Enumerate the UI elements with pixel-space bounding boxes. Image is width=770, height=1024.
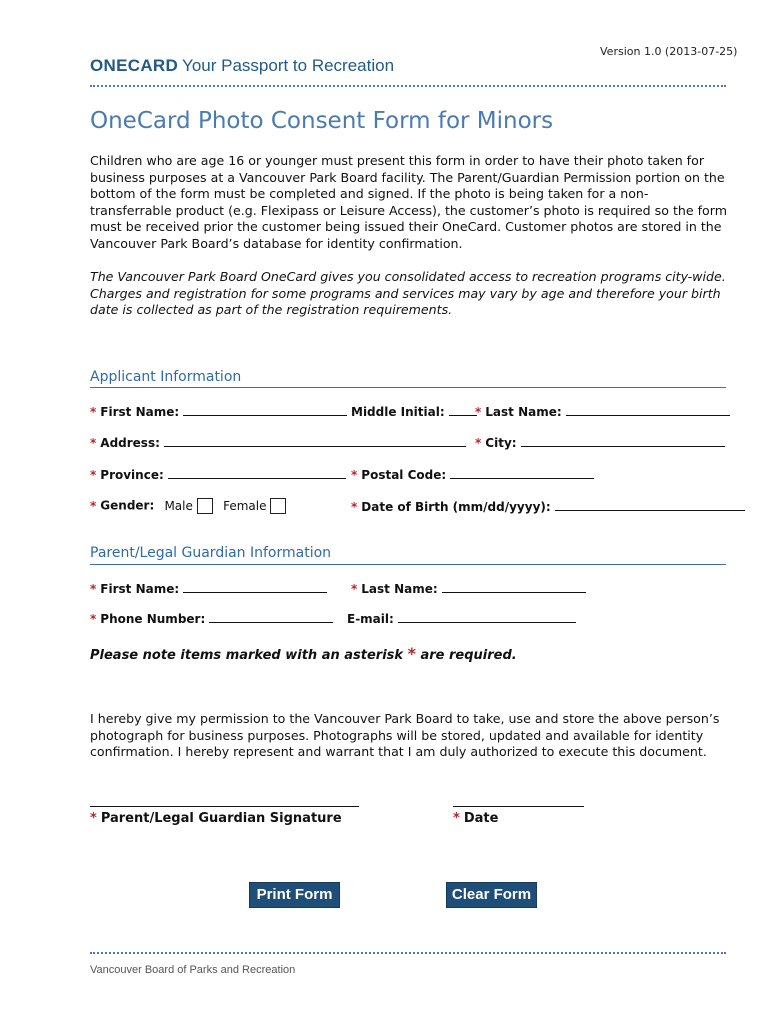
- brand-name: ONECARD: [90, 56, 179, 75]
- applicant-last-name-input[interactable]: [566, 406, 730, 416]
- guardian-email-label: E-mail:: [347, 612, 394, 626]
- date-label: [453, 811, 498, 826]
- signature-label-text: Parent/Legal Guardian Signature: [100, 811, 342, 826]
- required-note: [90, 644, 517, 663]
- applicant-province-input[interactable]: [168, 469, 346, 479]
- applicant-address-field: [90, 436, 466, 450]
- required-asterisk: *: [90, 612, 97, 626]
- guardian-phone-input[interactable]: [209, 613, 333, 623]
- gender-female-checkbox[interactable]: [270, 498, 286, 514]
- applicant-province-field: [90, 468, 346, 482]
- footer-divider: [90, 952, 726, 954]
- required-asterisk: *: [351, 500, 358, 514]
- guardian-phone-label: Phone Number:: [100, 612, 206, 626]
- applicant-heading: Applicant Information: [90, 369, 242, 385]
- guardian-last-name-field: [351, 582, 586, 596]
- applicant-city-input[interactable]: [521, 437, 725, 447]
- gender-female-label: Female: [223, 498, 267, 513]
- guardian-email-field: [347, 612, 576, 626]
- gender-male-checkbox[interactable]: [197, 498, 213, 514]
- applicant-postal-code-input[interactable]: [450, 469, 594, 479]
- applicant-middle-initial-input[interactable]: [449, 406, 477, 416]
- required-asterisk: *: [351, 582, 358, 596]
- signature-input[interactable]: [90, 806, 359, 807]
- applicant-postal-code-label: Postal Code:: [361, 468, 447, 482]
- guardian-heading: Parent/Legal Guardian Information: [90, 545, 332, 561]
- required-asterisk: *: [90, 468, 97, 482]
- required-note-before: Please note items marked with an asterisk: [90, 648, 408, 663]
- required-asterisk: *: [90, 582, 97, 596]
- applicant-province-label: Province:: [100, 468, 164, 482]
- applicant-middle-initial-field: [351, 405, 477, 419]
- applicant-address-input[interactable]: [164, 437, 466, 447]
- permission-paragraph: I hereby give my permission to the Vancouver Park Board to take, use and store the above person’s photograph for business purposes. Photographs will be stored, updated and available for identity confirmation. I hereby represent and warrant that I am duly authorized to execute this document.: [90, 711, 720, 760]
- required-note-after: are required.: [415, 648, 517, 663]
- guardian-first-name-field: [90, 582, 327, 596]
- page-title: OneCard Photo Consent Form for Minors: [90, 108, 554, 134]
- required-asterisk: *: [90, 436, 97, 450]
- date-label-text: Date: [463, 811, 499, 826]
- intro-italic-paragraph: The Vancouver Park Board OneCard gives you consolidated access to recreation programs city-wide. Charges and registration for some programs and services may vary by age and therefore your birth date is collected as part of the registration requirements.: [90, 269, 726, 318]
- clear-form-button[interactable]: Clear Form: [446, 882, 537, 908]
- guardian-phone-field: [90, 612, 333, 626]
- required-asterisk: *: [351, 468, 358, 482]
- applicant-city-label: City:: [485, 436, 517, 450]
- applicant-rule: [90, 387, 726, 388]
- applicant-postal-code-field: [351, 468, 594, 482]
- version-label: Version 1.0 (2013-07-25): [600, 45, 738, 58]
- guardian-first-name-input[interactable]: [183, 583, 327, 593]
- applicant-dob-field: [351, 500, 745, 514]
- applicant-first-name-input[interactable]: [183, 406, 347, 416]
- applicant-city-field: [475, 436, 725, 450]
- applicant-gender-field: [90, 498, 286, 514]
- applicant-middle-initial-label: Middle Initial:: [351, 405, 445, 419]
- guardian-first-name-label: First Name:: [100, 582, 180, 596]
- required-asterisk: *: [453, 811, 460, 826]
- required-asterisk: *: [90, 811, 97, 826]
- gender-male-label: Male: [164, 498, 193, 513]
- applicant-address-label: Address:: [100, 436, 160, 450]
- required-asterisk: *: [475, 405, 482, 419]
- intro-paragraph: Children who are age 16 or younger must present this form in order to have their photo taken for business purposes at a Vancouver Park Board facility. The Parent/Guardian Permission portion on the bottom of the form must be completed and signed. If the photo is being taken for a non-transferrable product (e.g. Flexipass or Leisure Access), the customer’s photo is required so the form must be received prior the customer being issued their OneCard. Customer photos are stored in the Vancouver Park Board’s database for identity confirmation.: [90, 153, 727, 251]
- applicant-dob-input[interactable]: [555, 501, 745, 511]
- brand-tagline: Your Passport to Recreation: [182, 56, 395, 75]
- guardian-email-input[interactable]: [398, 613, 576, 623]
- guardian-last-name-input[interactable]: [442, 583, 586, 593]
- print-form-button[interactable]: Print Form: [249, 882, 340, 908]
- applicant-last-name-label: Last Name:: [485, 405, 562, 419]
- required-asterisk: *: [475, 436, 482, 450]
- guardian-rule: [90, 564, 726, 565]
- required-asterisk: *: [90, 405, 97, 419]
- date-input[interactable]: [453, 806, 584, 807]
- required-asterisk: *: [90, 498, 97, 513]
- signature-label: [90, 811, 342, 826]
- required-note-asterisk: *: [407, 644, 416, 663]
- applicant-gender-label: Gender:: [100, 498, 155, 513]
- applicant-dob-label: Date of Birth (mm/dd/yyyy):: [361, 500, 551, 514]
- footer-org: Vancouver Board of Parks and Recreation: [90, 964, 296, 976]
- applicant-last-name-field: [475, 405, 730, 419]
- applicant-first-name-field: [90, 405, 347, 419]
- brand-logo: [90, 56, 394, 76]
- guardian-last-name-label: Last Name:: [361, 582, 438, 596]
- header-divider: [90, 85, 726, 87]
- applicant-first-name-label: First Name:: [100, 405, 180, 419]
